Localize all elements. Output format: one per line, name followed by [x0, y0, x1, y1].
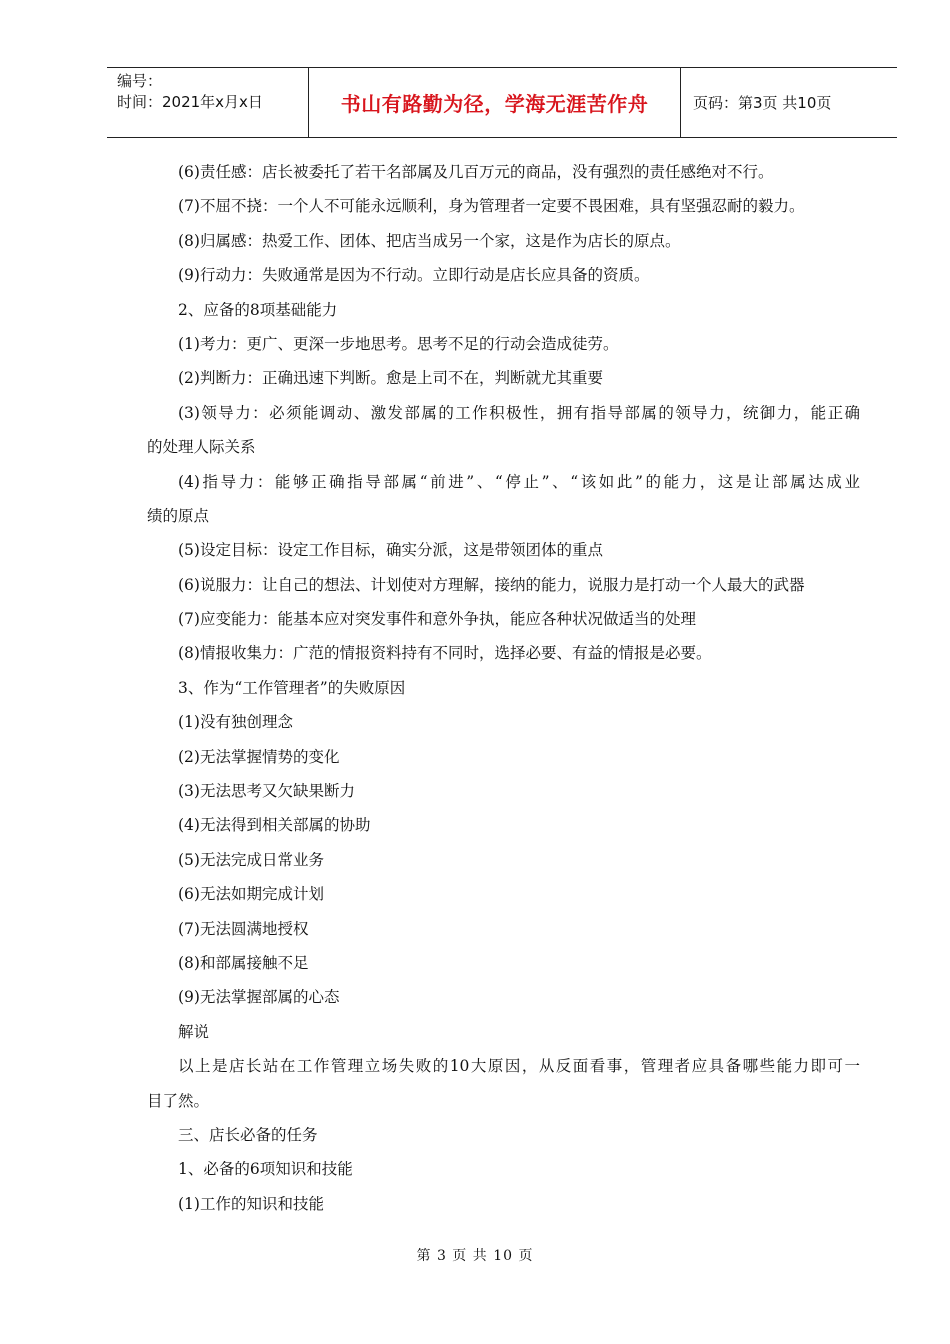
date-label: 时间：2021年x月x日 — [117, 93, 263, 111]
serial-number-label: 编号： — [117, 72, 163, 90]
paragraph-line: 的处理人际关系 — [147, 438, 256, 457]
list-item: (8)和部属接触不足 — [178, 953, 309, 972]
paragraph-line: (6)说服力：让自己的想法、计划使对方理解，接纳的能力，说服力是打动一个人最大的武器 — [178, 575, 805, 594]
paragraph-line: 以上是店长站在工作管理立场失败的10大原因，从反面看事，管理者应具备哪些能力即可一 — [178, 1057, 860, 1076]
section-heading: 1、必备的6项知识和技能 — [178, 1160, 353, 1179]
document-body — [147, 155, 860, 1221]
paragraph-line: (1)考力：更广、更深一步地思考。思考不足的行动会造成徒劳。 — [178, 334, 619, 353]
list-item: (6)无法如期完成计划 — [178, 885, 324, 904]
section-heading: 2、应备的8项基础能力 — [178, 300, 338, 319]
list-item: (4)无法得到相关部属的协助 — [178, 816, 371, 835]
header-meta — [107, 68, 309, 137]
list-item: (1)没有独创理念 — [178, 713, 293, 732]
list-item: (7)无法圆满地授权 — [178, 919, 309, 938]
paragraph-line: (7)应变能力：能基本应对突发事件和意外争执，能应各种状况做适当的处理 — [178, 610, 696, 629]
paragraph-line: (9)行动力：失败通常是因为不行动。立即行动是店长应具备的资质。 — [178, 266, 650, 285]
list-item: (2)无法掌握情势的变化 — [178, 747, 340, 766]
header-motto: 书山有路勤为径，学海无涯苦作舟 — [309, 68, 681, 137]
paragraph-line: (3)领导力：必须能调动、激发部属的工作积极性，拥有指导部属的领导力，统御力，能正确 — [178, 403, 860, 422]
paragraph-line: (2)判断力：正确迅速下判断。愈是上司不在，判断就尤其重要 — [178, 369, 603, 388]
paragraph-line: (4)指导力：能够正确指导部属“前进”、“停止”、“该如此”的能力，这是让部属达成业 — [178, 472, 860, 491]
list-item: (9)无法掌握部属的心态 — [178, 988, 340, 1007]
list-item: (3)无法思考又欠缺果断力 — [178, 782, 355, 801]
paragraph-line: (6)责任感：店长被委托了若干名部属及几百万元的商品，没有强烈的责任感绝对不行。 — [178, 163, 774, 181]
explanation-heading: 解说 — [178, 1022, 210, 1041]
page-header — [107, 67, 897, 138]
page-footer: 第 3 页 共 10 页 — [416, 1248, 534, 1264]
header-page-info: 页码：第3页 共10页 — [693, 94, 832, 112]
section-heading: 3、作为“工作管理者”的失败原因 — [178, 678, 406, 697]
paragraph-line: (8)情报收集力：广范的情报资料持有不同时，选择必要、有益的情报是必要。 — [178, 644, 712, 663]
paragraph-line: 目了然。 — [147, 1091, 210, 1110]
list-item: (5)无法完成日常业务 — [178, 850, 324, 869]
paragraph-line: (8)归属感：热爱工作、团体、把店当成另一个家，这是作为店长的原点。 — [178, 231, 681, 250]
list-item: (1)工作的知识和技能 — [178, 1194, 324, 1213]
paragraph-line: (7)不屈不挠：一个人不可能永远顺利，身为管理者一定要不畏困难，具有坚强忍耐的毅力。 — [178, 197, 805, 216]
paragraph-line: (5)设定目标：设定工作目标，确实分派，这是带领团体的重点 — [178, 541, 603, 560]
chapter-heading: 三、店长必备的任务 — [178, 1125, 318, 1144]
paragraph-line: 绩的原点 — [147, 506, 210, 525]
